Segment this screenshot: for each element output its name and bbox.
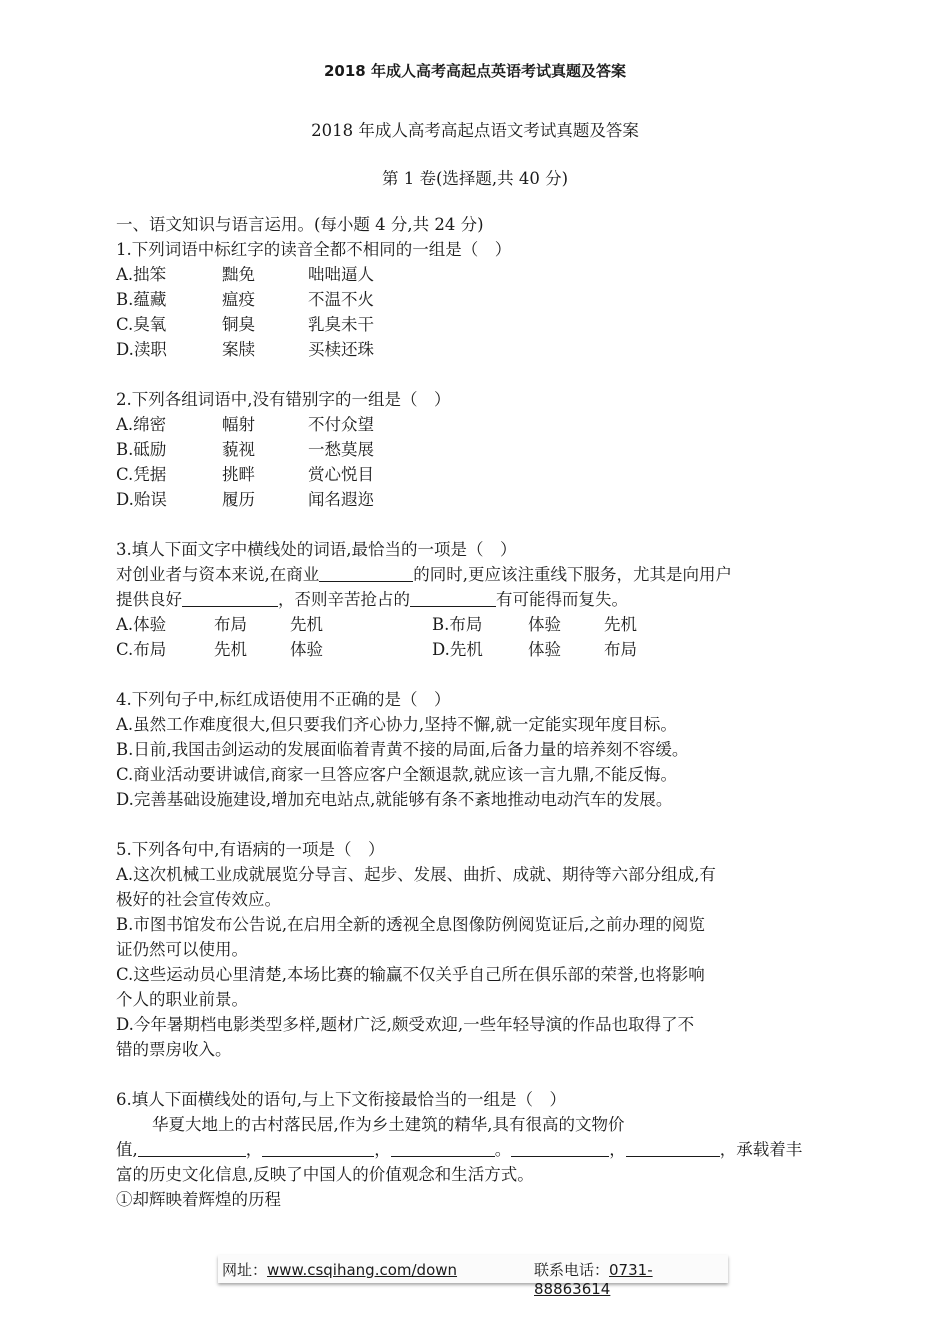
option-d: D.完善基础设施建设,增加充电站点,就能够有条不紊地推动电动汽车的发展。 bbox=[116, 790, 673, 809]
answer-blank bbox=[262, 1139, 374, 1157]
answer-blank bbox=[138, 1139, 246, 1157]
exam-content bbox=[116, 212, 836, 1212]
website-link[interactable]: www.csqihang.com/down bbox=[267, 1261, 458, 1279]
option-d bbox=[116, 487, 836, 512]
option-word: C.布局 bbox=[116, 640, 167, 659]
option-word-3: 咄咄逼人 bbox=[308, 265, 374, 284]
passage-text: 。 bbox=[494, 1140, 512, 1159]
option-d bbox=[116, 337, 836, 362]
answer-blank bbox=[391, 1139, 495, 1157]
passage-text: ， bbox=[374, 1140, 391, 1159]
option-word-1: D.贻误 bbox=[116, 490, 167, 509]
question-stem: 4.下列句子中,标红成语使用不正确的是（ ） bbox=[116, 690, 451, 709]
option-c-line-1: C.这些运动员心里清楚,本场比赛的输赢不仅关乎自己所在俱乐部的荣誉,也将影响 bbox=[116, 965, 705, 984]
option-word-3: 赏心悦目 bbox=[308, 465, 374, 484]
passage-text: ， bbox=[245, 1140, 263, 1159]
option-c bbox=[116, 312, 836, 337]
option-b bbox=[116, 287, 836, 312]
option-a: A.虽然工作难度很大,但只要我们齐心协力,坚持不懈,就一定能实现年度目标。 bbox=[116, 715, 677, 734]
option-word-1: B.蕴藏 bbox=[116, 290, 167, 309]
option-a bbox=[116, 262, 836, 287]
passage-text: ， bbox=[609, 1140, 626, 1159]
option-b-line-1: B.市图书馆发布公告说,在启用全新的透视全息图像防例阅览证后,之前办理的阅览 bbox=[116, 915, 705, 934]
option-b-line-2: 证仍然可以使用。 bbox=[116, 940, 248, 959]
option-b: B.日前,我国击剑运动的发展面临着青黄不接的局面,后备力量的培养刻不容缓。 bbox=[116, 740, 689, 759]
option-word-1: D.渎职 bbox=[116, 340, 167, 359]
option-word: 体验 bbox=[528, 640, 561, 659]
answer-blank bbox=[182, 589, 278, 607]
answer-blank bbox=[511, 1139, 609, 1157]
passage-line: 华夏大地上的古村落民居,作为乡土建筑的精华,具有很高的文物价 bbox=[152, 1115, 625, 1134]
option-c bbox=[116, 462, 836, 487]
footer-url bbox=[222, 1259, 457, 1280]
question-stem: 3.填人下面文字中横线处的词语,最恰当的一项是（ ） bbox=[116, 540, 517, 559]
footer-phone bbox=[534, 1259, 728, 1298]
option-word: 体验 bbox=[290, 640, 323, 659]
option-word-1: C.臭氧 bbox=[116, 315, 167, 334]
passage-text: ，承载着丰 bbox=[719, 1140, 803, 1159]
footer-banner bbox=[218, 1255, 728, 1298]
document-title: 2018 年成人高考高起点语文考试真题及答案 bbox=[311, 121, 639, 140]
option-word-2: 挑畔 bbox=[222, 465, 255, 484]
option-word-2: 瘟疫 bbox=[222, 290, 255, 309]
option-word-2: 幅射 bbox=[222, 415, 255, 434]
question-6 bbox=[116, 1087, 836, 1212]
option-word-2: 履历 bbox=[222, 490, 255, 509]
question-4 bbox=[116, 687, 836, 812]
question-stem: 5.下列各句中,有语病的一项是（ ） bbox=[116, 840, 385, 859]
passage-text: 有可能得而复失。 bbox=[496, 590, 628, 609]
option-word-1: B.砥励 bbox=[116, 440, 167, 459]
option-word-3: 不温不火 bbox=[308, 290, 374, 309]
phone-number: 0731-88863614 bbox=[534, 1261, 653, 1298]
passage-text: 对创业者与资本来说,在商业 bbox=[116, 565, 320, 584]
passage-text: 值, bbox=[116, 1140, 138, 1159]
option-word-1: A.绵密 bbox=[116, 415, 167, 434]
option-word: 先机 bbox=[214, 640, 247, 659]
option-a-line-2: 极好的社会宣传效应。 bbox=[116, 890, 281, 909]
option-word-3: 不付众望 bbox=[308, 415, 374, 434]
option-word: D.先机 bbox=[432, 640, 483, 659]
option-word-3: 闻名遐迩 bbox=[308, 490, 374, 509]
answer-blank bbox=[319, 564, 413, 582]
passage-line: 富的历史文化信息,反映了中国人的价值观念和生活方式。 bbox=[116, 1165, 534, 1184]
option-word-2: 黜免 bbox=[222, 265, 255, 284]
running-header: 2018 年成人高考高起点英语考试真题及答案 bbox=[324, 62, 626, 80]
option-word: A.体验 bbox=[116, 615, 167, 634]
option-b bbox=[116, 437, 836, 462]
option-a-line-1: A.这次机械工业成就展览分导言、起步、发展、曲折、成就、期待等六部分组成,有 bbox=[116, 865, 716, 884]
option-word: 先机 bbox=[604, 615, 637, 634]
question-stem: 6.填人下面横线处的语句,与上下文衔接最恰当的一组是（ ） bbox=[116, 1090, 566, 1109]
option-word-1: A.拙笨 bbox=[116, 265, 167, 284]
question-1 bbox=[116, 237, 836, 362]
option-word-3: 乳臭未干 bbox=[308, 315, 374, 334]
option-word-2: 藐视 bbox=[222, 440, 255, 459]
option-c: C.商业活动要讲诚信,商家一旦答应客户全额退款,就应该一言九鼎,不能反悔。 bbox=[116, 765, 678, 784]
option-word-2: 案牍 bbox=[222, 340, 255, 359]
option-word-2: 铜臭 bbox=[222, 315, 255, 334]
option-row bbox=[116, 612, 836, 637]
option-word: B.布局 bbox=[432, 615, 483, 634]
answer-blank bbox=[410, 589, 496, 607]
question-stem: 2.下列各组词语中,没有错别字的一组是（ ） bbox=[116, 390, 451, 409]
passage-line bbox=[116, 562, 836, 587]
option-c-line-2: 个人的职业前景。 bbox=[116, 990, 248, 1009]
option-d-line-1: D.今年暑期档电影类型多样,题材广泛,颇受欢迎,一些年轻导演的作品也取得了不 bbox=[116, 1015, 695, 1034]
question-3 bbox=[116, 537, 836, 662]
passage-line bbox=[116, 1137, 836, 1162]
candidate-sentence: ①却辉映着辉煌的历程 bbox=[116, 1190, 281, 1209]
passage-text: 提供良好 bbox=[116, 590, 182, 609]
volume-title: 第 1 卷(选择题,共 40 分) bbox=[381, 169, 569, 188]
section-heading: 一、语文知识与语言运用。(每小题 4 分,共 24 分) bbox=[116, 215, 484, 234]
option-word: 布局 bbox=[214, 615, 247, 634]
passage-text: ，否则辛苦抢占的 bbox=[278, 590, 410, 609]
option-word-3: 买椟还珠 bbox=[308, 340, 374, 359]
question-stem: 1.下列词语中标红字的读音全都不相同的一组是（ ） bbox=[116, 240, 512, 259]
option-row bbox=[116, 637, 836, 662]
passage-text: 的同时,更应该注重线下服务，尤其是向用户 bbox=[413, 565, 732, 584]
option-word-1: C.凭据 bbox=[116, 465, 167, 484]
passage-line bbox=[116, 587, 836, 612]
answer-blank bbox=[626, 1139, 720, 1157]
option-word: 先机 bbox=[290, 615, 323, 634]
option-word-3: 一愁莫展 bbox=[308, 440, 374, 459]
option-word: 体验 bbox=[528, 615, 561, 634]
question-5 bbox=[116, 837, 836, 1062]
option-d-line-2: 错的票房收入。 bbox=[116, 1040, 232, 1059]
url-label: 网址： bbox=[222, 1261, 268, 1279]
phone-label: 联系电话： bbox=[534, 1261, 610, 1279]
question-2 bbox=[116, 387, 836, 512]
option-word: 布局 bbox=[604, 640, 637, 659]
option-a bbox=[116, 412, 836, 437]
